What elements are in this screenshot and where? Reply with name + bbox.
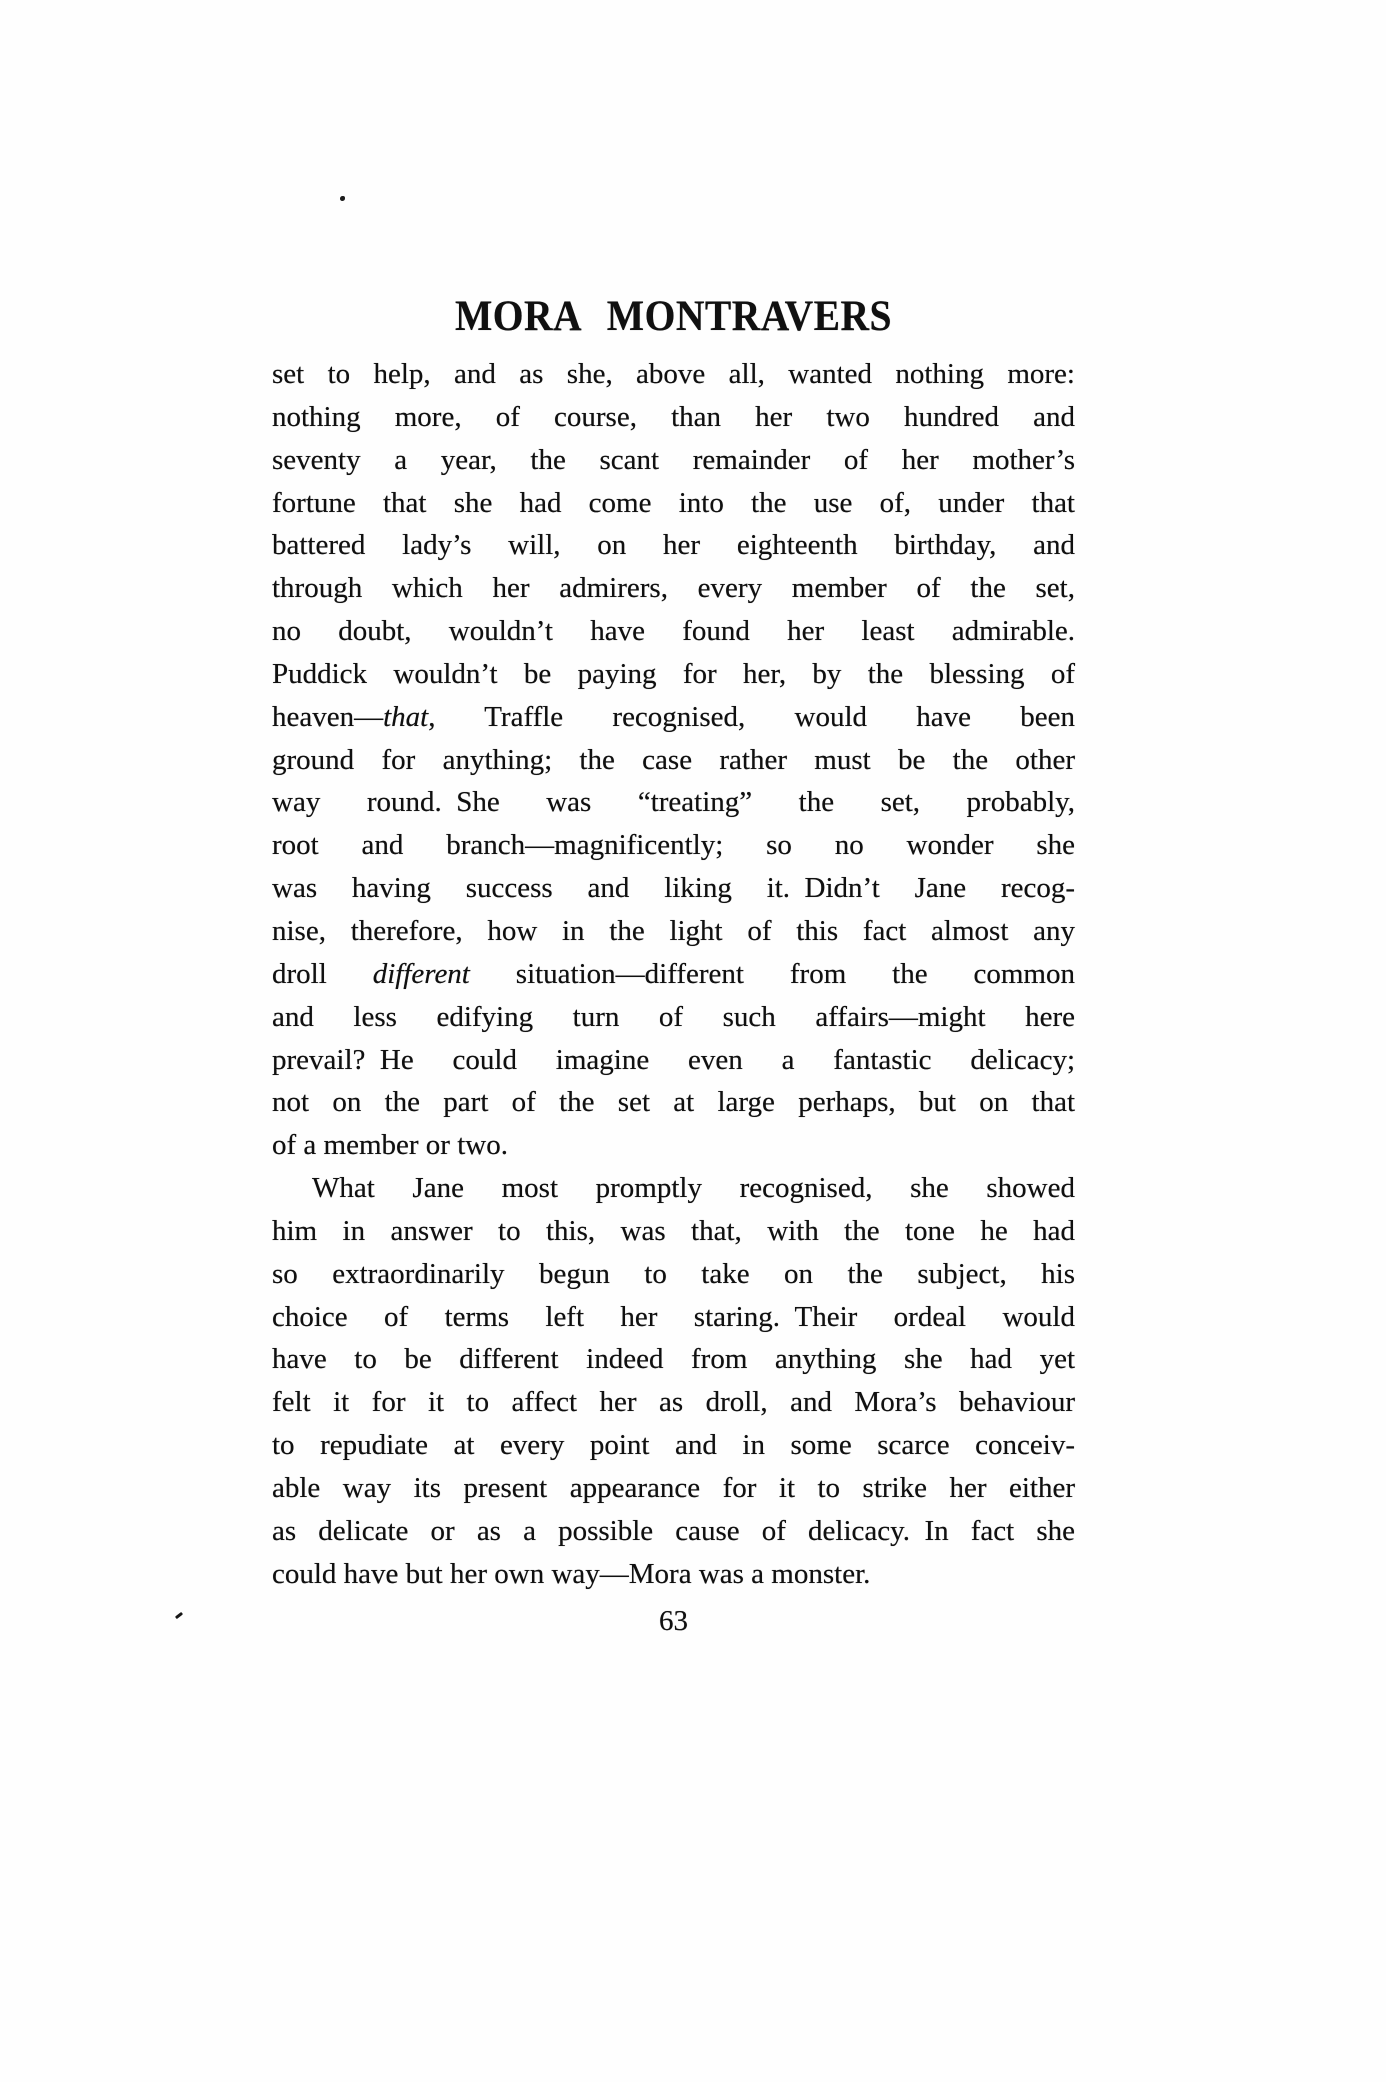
scan-speck-tick [175,1612,183,1619]
text-line: him in answer to this, was that, with the tone he had [272,1214,1075,1247]
text-line: to repudiate at every point and in some scarce conceiv- [272,1429,1075,1462]
scan-speck-dot [340,196,345,201]
text-line: fortune that she had come into the use of, under that [272,486,1075,519]
text-line: able way its present appearance for it to strike her either [272,1471,1075,1504]
text-line: seventy a year, the scant remainder of her mother’s [272,443,1075,476]
text-line: nise, therefore, how in the light of this fact almost any [272,914,1075,947]
text-line: prevail? He could imagine even a fantastic delicacy; [272,1043,1075,1076]
text-line: root and branch—magnificently; so no wonder she [272,829,1075,862]
text-line: heaven—that, Traffle recognised, would have been [272,700,1075,733]
text-line: not on the part of the set at large perhaps, but on that [272,1086,1075,1119]
text-line: nothing more, of course, than her two hundred and [272,400,1075,433]
text-line: have to be different indeed from anything she had yet [272,1343,1075,1376]
text-line: was having success and liking it. Didn’t Jane recog- [272,872,1075,905]
text-line: felt it for it to affect her as droll, and Mora’s behaviour [272,1386,1075,1419]
body-text [272,353,1075,1595]
text-line: could have but her own way—Mora was a monster. [272,1557,871,1590]
text-line: Puddick wouldn’t be paying for her, by the blessing of [272,657,1075,690]
text-line: set to help, and as she, above all, wanted nothing more: [272,358,1075,390]
text-line: no doubt, wouldn’t have found her least admirable. [272,615,1075,648]
text-line: droll different situation—different from the common [272,957,1075,990]
text-line: battered lady’s will, on her eighteenth birthday, and [272,529,1075,562]
text-line: and less edifying turn of such affairs—might here [272,1000,1075,1033]
text-line: way round. She was “treating” the set, probably, [272,786,1075,819]
text-line: through which her admirers, every member of the set, [272,572,1075,605]
text-line: as delicate or as a possible cause of delicacy. In fact she [272,1514,1075,1547]
text-line: What Jane most promptly recognised, she showed [312,1172,1075,1205]
text-line: of a member or two. [272,1129,508,1162]
text-line: so extraordinarily begun to take on the subject, his [272,1257,1075,1290]
text-line: choice of terms left her staring. Their ordeal would [272,1300,1075,1333]
page-number: 63 [659,1605,688,1637]
page-title: MORA MONTRAVERS [454,292,893,340]
text-line: ground for anything; the case rather must be the other [272,743,1075,776]
